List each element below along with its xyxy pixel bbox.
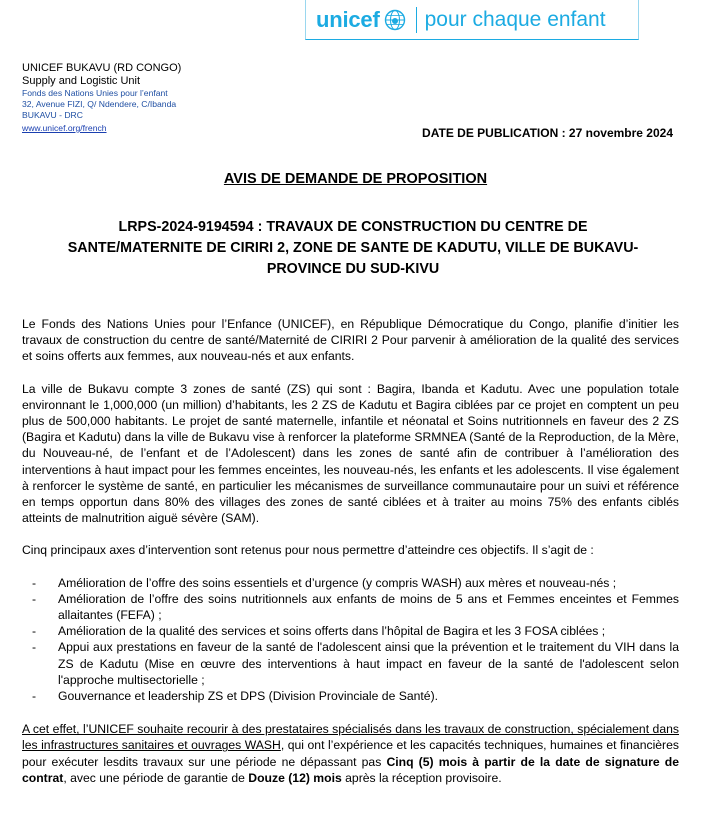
logo-brand: unicef	[316, 6, 380, 32]
unicef-globe-icon	[384, 9, 406, 31]
sender-office: UNICEF BUKAVU (RD CONGO)	[22, 62, 182, 74]
duration-bold: Cinq (5) mois à partir de la date de signature de contrat	[22, 754, 679, 785]
paragraph-context: La ville de Bukavu compte 3 zones de santé (ZS) qui sont : Bagira, Ibanda et Kadutu. Avec une population totale environnant le 1,000,000 (un million) d’habitants, les 2 ZS de Kadutu et Bagira ciblées par ce projet en comptent un peu plus de 500,000 habitants. Le projet de santé maternelle, infantile et néonatal et Soins nutritionnels en faveur des 2 ZS (Bagira et Kadutu) dans la ville de Bukavu vise à renforcer la plateforme SRMNEA (Santé de la Reproduction, de la Mère, du Nouveau-né, de l’enfant et de l’Adolescent) dans les zones de santé afin de contribuer à l’amélioration des interventions à haut impact pour les femmes enceintes, les nouveau-nés, les enfants et les adolescents. Il vise également à renforcer le système de santé, en particulier les mécanismes de surveillance communautaire pour un suivi et référence en temps opportun dans 80% des villages des zones de santé ciblées et à traiter au moins 75% des enfants ciblés atteints de malnutrition aiguë sévère (SAM).	[22, 381, 679, 526]
publication-date: DATE DE PUBLICATION : 27 novembre 2024	[422, 126, 673, 140]
sender-org-name: Fonds des Nations Unies pour l’enfant	[22, 88, 168, 98]
list-item	[22, 575, 679, 591]
unicef-logo-banner	[305, 0, 639, 40]
document-body	[22, 316, 679, 786]
paragraph-intro: Le Fonds des Nations Unies pour l’Enfance (UNICEF), en République Démocratique du Congo, planifie d’initier les travaux de construction du centre de santé/Maternité de CIRIRI 2 Pour parvenir à amélioration de la qualité des services et soins offerts aux femmes, aux nouveau-nés et aux enfants.	[22, 317, 679, 364]
text-run: , qui ont l’expérience et les capacités techniques, humaines et financières pour exécuter lesdits travaux sur une période ne dépassant pas	[22, 738, 679, 769]
list-item	[22, 623, 679, 639]
bullet-dash: -	[32, 591, 37, 606]
list-item-text: Amélioration de l’offre des soins nutritionnels aux enfants de moins de 5 ans et Femmes enceintes et Femmes allaitantes (FEFA) ;	[58, 591, 679, 623]
logo-divider	[416, 7, 417, 33]
bullet-dash: -	[32, 575, 37, 590]
warranty-bold: Douze (12) mois	[248, 770, 342, 785]
paragraph-axes-intro: Cinq principaux axes d’intervention sont retenus pour nous permettre d’atteindre ces objectifs. Il s’agit de :	[22, 543, 594, 558]
sender-city: BUKAVU - DRC	[22, 110, 83, 120]
list-item	[22, 639, 679, 688]
website-link[interactable]: www.unicef.org/french	[22, 123, 107, 133]
notice-title: AVIS DE DEMANDE DE PROPOSITION	[223, 171, 488, 187]
text-run: , avec une période de garantie de	[63, 770, 249, 785]
list-item-text: Amélioration de la qualité des services et soins offerts dans l’hôpital de Bagira et les 3 FOSA ciblées ;	[58, 624, 606, 639]
text-run: après la réception provisoire.	[341, 770, 502, 785]
bullet-dash: -	[32, 689, 37, 704]
list-item-text: Amélioration de l’offre des soins essentiels et d’urgence (y compris WASH) aux mères et nouveau-nés ;	[58, 575, 617, 590]
sender-unit: Supply and Logistic Unit	[22, 75, 141, 87]
bullet-dash: -	[32, 640, 37, 655]
sender-block	[22, 62, 181, 134]
list-item	[22, 591, 679, 623]
logo-tagline: pour chaque enfant	[424, 7, 606, 31]
list-item	[22, 688, 679, 704]
list-item-text: Gouvernance et leadership ZS et DPS (Division Provinciale de Santé).	[58, 689, 439, 704]
axes-list	[22, 575, 679, 705]
sender-address: 32, Avenue FIZI, Q/ Ndendere, C/Ibanda	[22, 99, 177, 109]
highlighted-text: A cet effet, l’UNICEF souhaite recourir à des prestataires spécialisés dans les travaux de construction, spécialement dans les infrastructures sanitaires et ouvrages WASH	[22, 722, 679, 753]
bullet-dash: -	[32, 624, 37, 639]
paragraph-conditions	[22, 721, 679, 786]
list-item-text: Appui aux prestations en faveur de la santé de l'adolescent ainsi que la prévention et le traitement du VIH dans la ZS de Kadutu (Mise en œuvre des interventions à haut impact en faveur de la santé de l'adolescent selon l'approche multisectorielle ;	[58, 640, 679, 687]
reference-title: LRPS-2024-9194594 : TRAVAUX DE CONSTRUCTION DU CENTRE DE SANTE/MATERNITE DE CIRIRI 2, ZONE DE SANTE DE KADUTU, VILLE DE BUKAVU-PROVINCE DU SUD-KIVU	[67, 219, 639, 277]
